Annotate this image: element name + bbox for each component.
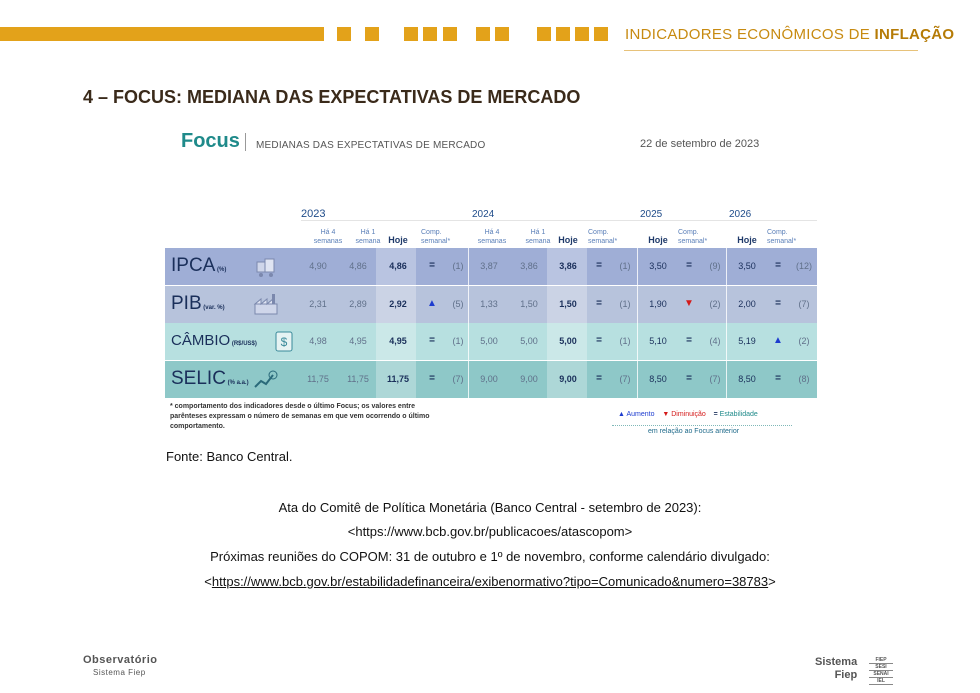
header-square [556,27,570,41]
trend-symbol: = [686,335,692,346]
value-hoje: 9,00 [559,374,577,384]
trend-count: (1) [619,299,631,309]
value-ha1: 3,86 [520,261,538,271]
value-hoje: 5,10 [649,336,667,346]
value-ha1: 4,95 [349,336,367,346]
header-square [365,27,379,41]
value-hoje: 3,50 [649,261,667,271]
legend-eq-symbol: = [713,411,718,418]
year-separator [726,286,727,323]
indicator-label: IPCA (%) [171,255,227,276]
value-hoje: 5,19 [738,336,756,346]
focus-separator [245,133,246,151]
header-square [495,27,509,41]
col-header-ha1: Há 1 semana [525,229,551,245]
value-hoje: 3,86 [559,261,577,271]
trend-icon [253,367,279,391]
trend-symbol: ▼ [684,298,694,309]
value-hoje: 4,95 [389,336,407,346]
trend-symbol: = [686,260,692,271]
trend-symbol: = [596,335,602,346]
section-title: 4 – FOCUS: MEDIANA DAS EXPECTATIVAS DE MERCADO [83,87,581,107]
year-separator [637,323,638,360]
trend-symbol: = [429,260,435,271]
observatorio-logo-title: Observatório [83,654,158,666]
header-bar [0,27,324,41]
sistema-units: FIEP SESI SENAI IEL [869,657,893,685]
trend-count: (7) [798,299,810,309]
year-2026: 2026 [729,209,752,220]
focus-date: 22 de setembro de 2023 [640,138,760,150]
trend-symbol: = [596,260,602,271]
observatorio-logo-sub: Sistema Fiep [93,668,146,677]
col-header-hoje: Hoje [648,235,668,245]
header-square [594,27,608,41]
legend-up-symbol: ▲ [618,411,625,418]
trend-count: (7) [619,374,631,384]
legend-down-label: Diminuição [671,411,706,418]
copom-minutes-link[interactable]: <https://www.bcb.gov.br/publicacoes/atascopom> [347,524,633,539]
trend-count: (1) [619,336,631,346]
copom-minutes-text: Ata do Comitê de Política Monetária (Banco Central - setembro de 2023): [278,500,702,515]
year-2025: 2025 [640,209,663,220]
trend-count: (2) [709,299,721,309]
value-ha4: 4,90 [309,261,327,271]
legend-divider [612,425,792,426]
year-2024: 2024 [472,209,495,220]
trend-count: (9) [709,261,721,271]
footnote: * comportamento dos indicadores desde o último Focus; os valores entre parênteses expressam o número de semanas em que vem ocorrendo o último comportamento. [170,403,430,430]
year-separator [637,361,638,398]
trend-count: (12) [795,261,812,271]
legend-subtitle: em relação ao Focus anterior [648,428,740,435]
indicator-row-câmbio [165,323,817,360]
value-hoje: 1,50 [559,299,577,309]
value-ha1: 9,00 [520,374,538,384]
trend-symbol: = [775,373,781,384]
value-hoje: 8,50 [738,374,756,384]
calendar-link-line: <https://www.bcb.gov.br/estabilidadefinanceira/exibenormativo?tipo=Comunicado&numero=38783> [204,574,776,589]
year-separator [726,323,727,360]
dollar-icon [271,329,297,353]
year-separator [726,248,727,285]
value-hoje: 5,00 [559,336,577,346]
value-ha1: 5,00 [520,336,538,346]
value-ha1: 11,75 [347,374,369,384]
trend-symbol: = [596,373,602,384]
trend-count: (1) [619,261,631,271]
trend-count: (8) [798,374,810,384]
col-header-comp: Comp. semanal* [678,229,708,245]
trend-symbol: = [429,335,435,346]
trend-symbol: = [596,298,602,309]
value-ha4: 4,98 [309,336,327,346]
header-rule [624,50,918,51]
value-ha4: 9,00 [480,374,498,384]
header-square [404,27,418,41]
source-note: Fonte: Banco Central. [166,449,293,464]
value-hoje: 2,92 [389,299,407,309]
value-ha4: 3,87 [480,261,498,271]
col-header-comp: Comp. semanal* [767,229,797,245]
header-square [443,27,457,41]
indicator-label: SELIC (% a.a.) [171,368,249,389]
sistema-fiep-logo: Sistema Fiep [815,656,858,681]
col-header-comp: Comp. semanal* [588,229,618,245]
header-square [537,27,551,41]
svg-text:$: $ [280,335,288,349]
legend-eq-label: Estabilidade [719,411,758,418]
indicator-label: PIB (var. %) [171,293,225,314]
col-header-ha4: Há 4 semanas [313,229,343,245]
calendar-link[interactable]: https://www.bcb.gov.br/estabilidadefinanceira/exibenormativo?tipo=Comunicado&numero=38783 [211,574,769,589]
value-ha1: 1,50 [520,299,538,309]
indicator-row-ipca [165,248,817,285]
year-separator [637,248,638,285]
indicator-row-selic [165,361,817,398]
focus-subtitle: MEDIANAS DAS EXPECTATIVAS DE MERCADO [256,140,486,151]
col-header-ha4: Há 4 semanas [477,229,507,245]
trend-count: (1) [452,336,464,346]
value-hoje: 11,75 [386,374,410,384]
value-hoje: 4,86 [389,261,407,271]
value-ha1: 2,89 [349,299,367,309]
value-hoje: 2,00 [738,299,756,309]
indicator-row-pib [165,286,817,323]
value-hoje: 8,50 [649,374,667,384]
header-square [476,27,490,41]
trend-symbol: = [775,298,781,309]
value-ha4: 2,31 [309,299,327,309]
trend-symbol: = [686,373,692,384]
legend [618,411,758,418]
next-meetings-text: Próximas reuniões do COPOM: 31 de outubro e 1º de novembro, conforme calendário divulgado: [210,549,770,564]
focus-brand: Focus [181,130,240,152]
trend-count: (7) [709,374,721,384]
trend-count: (2) [798,336,810,346]
trend-symbol: ▲ [427,298,437,309]
year-separator [726,361,727,398]
header-square [423,27,437,41]
trend-symbol: ▲ [773,335,783,346]
header-square [337,27,351,41]
year-divider [301,220,817,221]
year-2023: 2023 [301,208,326,220]
indicator-label: CÂMBIO (R$/US$) [171,332,257,349]
legend-down-symbol: ▼ [662,411,670,418]
value-hoje: 3,50 [738,261,756,271]
trend-count: (7) [452,374,464,384]
trend-count: (4) [709,336,721,346]
col-header-comp: Comp. semanal* [421,229,451,245]
cart-icon [253,254,279,278]
header-title: INDICADORES ECONÔMICOS DE INFLAÇÃO [625,26,955,43]
value-ha1: 4,86 [349,261,367,271]
value-ha4: 5,00 [480,336,498,346]
col-header-ha1: Há 1 semana [355,229,381,245]
col-header-hoje: Hoje [388,235,408,245]
trend-symbol: = [429,373,435,384]
header-square [575,27,589,41]
trend-count: (1) [452,261,464,271]
col-header-hoje: Hoje [737,235,757,245]
value-hoje: 1,90 [649,299,667,309]
value-ha4: 1,33 [480,299,498,309]
trend-count: (5) [452,299,464,309]
factory-icon [253,292,279,316]
col-header-hoje: Hoje [558,235,578,245]
year-separator [637,286,638,323]
value-ha4: 11,75 [307,374,329,384]
trend-symbol: = [775,260,781,271]
legend-up-label: Aumento [626,411,655,418]
